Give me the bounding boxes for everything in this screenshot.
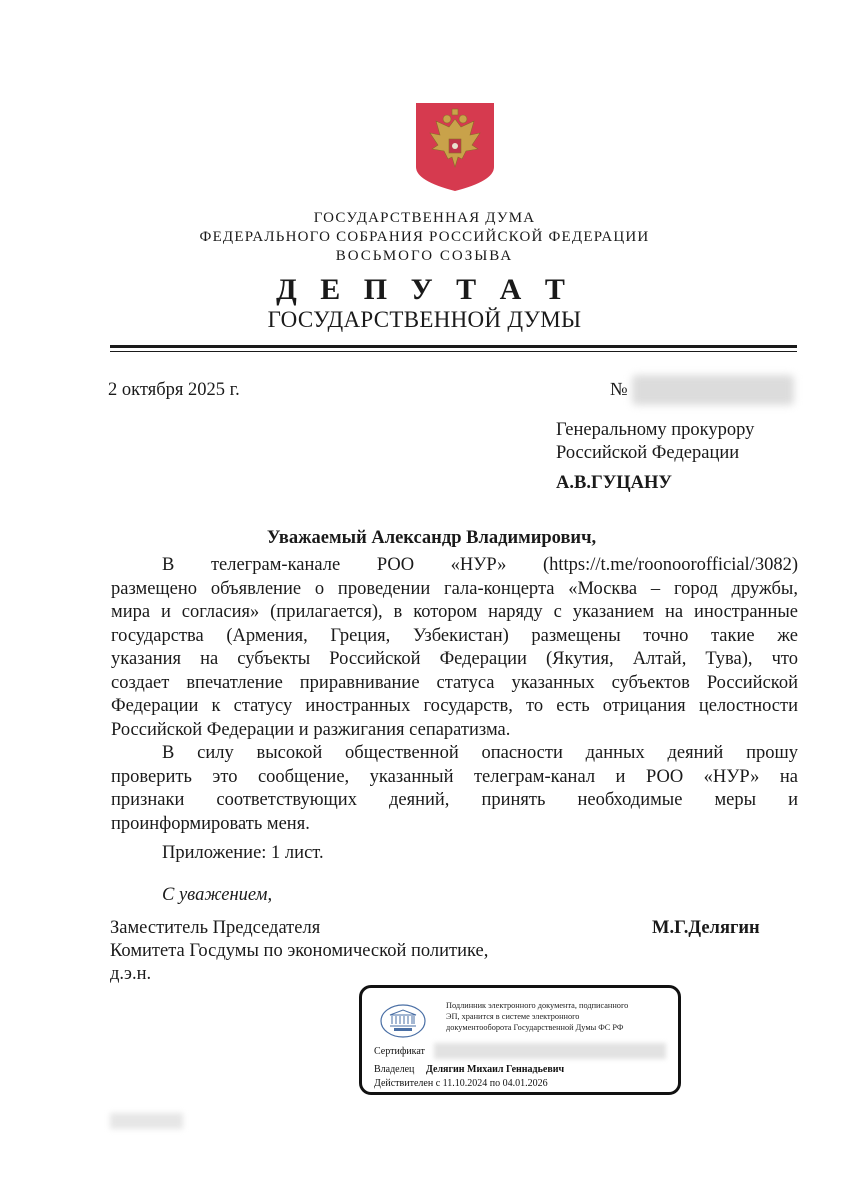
letter-date: 2 октября 2025 г. xyxy=(108,380,240,400)
paragraph-1-line: Федерации к статусу иностранных государств, то есть отрицания целостности xyxy=(111,696,798,716)
paragraph-2-line: признаки соответствующих деяний, принять необходимые меры и xyxy=(111,790,798,810)
letter-number-label: № xyxy=(610,380,628,400)
closing-regards: С уважением, xyxy=(162,885,273,905)
footer-redacted xyxy=(110,1113,183,1129)
header-title: Д Е П У Т А Т xyxy=(276,273,573,306)
paragraph-1-line: указания на субъекты Российской Федерации (Якутия, Алтай, Тува), что xyxy=(111,649,798,669)
paragraph-1-line: создает впечатление приравнивание статуса указанных субъектов Российской xyxy=(111,672,798,693)
state-duma-building-icon xyxy=(380,1004,426,1038)
paragraph-2-line: проинформировать меня. xyxy=(111,813,310,834)
stamp-cert-redacted xyxy=(434,1043,666,1059)
body-paragraph-2 xyxy=(111,742,798,836)
paragraph-2-line: В силу высокой общественной опасности данных деяний прошу xyxy=(162,743,798,763)
stamp-validity: Действителен с 11.10.2024 по 04.01.2026 xyxy=(374,1078,548,1089)
signer-title-line-2: Комитета Госдумы по экономической политике, xyxy=(110,941,489,961)
stamp-text-3: документооборота Государственной Думы ФС РФ xyxy=(446,1023,624,1032)
salutation: Уважаемый Александр Владимирович, xyxy=(266,528,597,548)
header-rule-thin xyxy=(110,351,797,352)
signer-name: М.Г.Делягин xyxy=(652,918,760,938)
addressee-line-1: Генеральному прокурору xyxy=(556,420,755,440)
header-rule-thick xyxy=(110,345,797,348)
paragraph-1-line: размещено объявление о проведении гала-концерта «Москва – город дружбы, xyxy=(111,578,798,599)
addressee-line-2: Российской Федерации xyxy=(556,443,740,463)
stamp-text-1: Подлинник электронного документа, подписанного xyxy=(446,1001,629,1010)
signer-degree: д.э.н. xyxy=(110,964,152,984)
letter-number-redacted xyxy=(632,375,794,405)
stamp-cert-label: Сертификат xyxy=(374,1046,425,1057)
stamp-owner-value: Делягин Михаил Геннадьевич xyxy=(426,1064,565,1075)
paragraph-1-line: государства (Армения, Греция, Узбекистан) размещены точно такие же xyxy=(111,625,798,646)
addressee-name: А.В.ГУЦАНУ xyxy=(556,473,673,493)
header-subtitle: ГОСУДАРСТВЕННОЙ ДУМЫ xyxy=(267,307,582,332)
header-line-1: ГОСУДАРСТВЕННАЯ ДУМА xyxy=(313,210,536,226)
signer-title-line-1: Заместитель Председателя xyxy=(110,918,321,938)
e-signature-stamp xyxy=(359,985,681,1095)
stamp-owner-label: Владелец xyxy=(374,1064,415,1075)
coat-of-arms-icon xyxy=(414,101,496,193)
body-paragraph-1 xyxy=(111,554,798,742)
stamp-text-2: ЭП, хранится в системе электронного xyxy=(446,1012,580,1021)
paragraph-1-line: В телеграм-канале РОО «НУР» (https://t.me/roonoorofficial/3082) xyxy=(162,555,798,575)
attachment-note: Приложение: 1 лист. xyxy=(162,843,324,863)
header-line-2: ФЕДЕРАЛЬНОГО СОБРАНИЯ РОССИЙСКОЙ ФЕДЕРАЦИИ xyxy=(199,229,650,245)
paragraph-2-line: проверить это сообщение, указанный телеграм-канал и РОО «НУР» на xyxy=(111,766,798,787)
paragraph-1-line: мира и согласия» (прилагается), в котором наряду с указанием на иностранные xyxy=(111,602,798,622)
header-line-3: ВОСЬМОГО СОЗЫВА xyxy=(335,248,514,264)
paragraph-1-line: Российской Федерации и разжигания сепаратизма. xyxy=(111,719,511,740)
